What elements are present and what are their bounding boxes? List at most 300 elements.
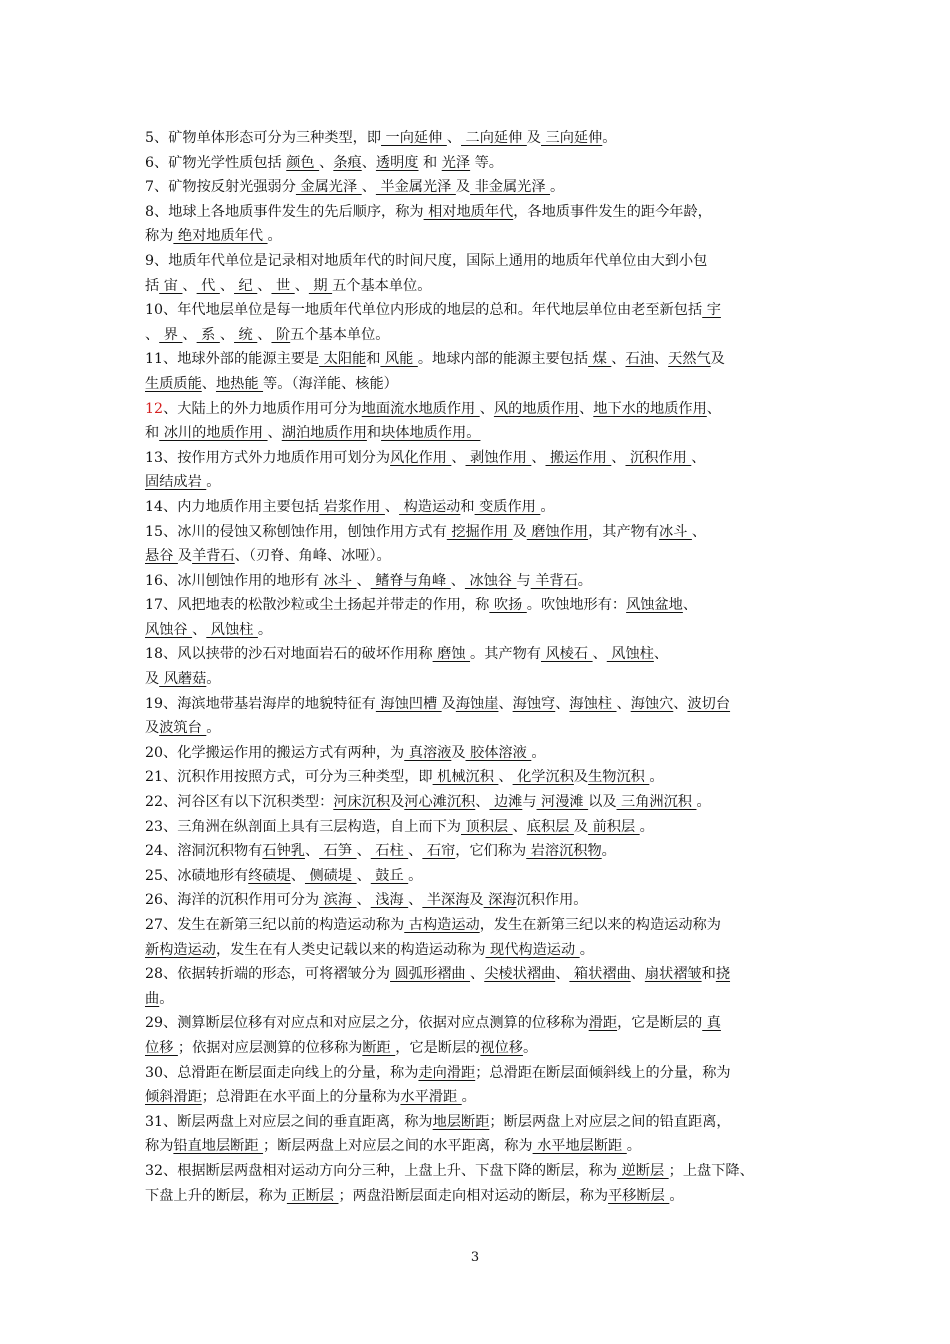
question-text: 。地球内部的能源主要包括 — [417, 351, 589, 368]
answer-blank: 纪 — [234, 277, 258, 294]
answer-blank: 变质作用 — [474, 498, 541, 515]
question-text: 25、冰碛地形有 — [145, 867, 249, 884]
answer-blank: 边滩 — [489, 794, 523, 811]
text-line — [145, 397, 810, 422]
question-text: 五个基本单位。 — [332, 277, 432, 294]
text-line — [145, 495, 810, 520]
answer-blank: 一向延伸 — [381, 130, 447, 146]
answer-blank: 海蚀凹槽 — [375, 695, 442, 712]
answer-blank: 冰斗 — [659, 523, 692, 540]
question-text: 、 — [475, 794, 490, 811]
answer-blank: 非金属光泽 — [470, 179, 551, 196]
text-line — [145, 839, 810, 864]
answer-blank: 鳍脊与角峰 — [370, 572, 451, 589]
question-text: 等。（海洋能、核能） — [263, 375, 398, 392]
answer-blank: 固结成岩 — [145, 474, 207, 491]
question-text: 。 — [531, 744, 546, 761]
question-text: ，它是断层的 — [395, 1039, 481, 1056]
answer-blank: 生质质能 — [145, 375, 202, 392]
answer-blank: 三角洲沉积 — [616, 794, 697, 811]
answer-blank: 太阳能 — [319, 351, 367, 368]
answer-blank: 绝对地质年代 — [173, 228, 268, 245]
question-text: 、 — [450, 572, 465, 589]
question-text: 、 — [356, 867, 371, 884]
answer-blank: 湖泊地质作用 — [281, 425, 367, 442]
question-text: 、 — [182, 277, 197, 294]
question-text: 下盘上升的断层，称为 — [145, 1187, 287, 1204]
answer-blank: 水平滑距 — [400, 1089, 462, 1106]
question-text: ；两盘沿断层面走向相对运动的断层，称为 — [338, 1187, 609, 1204]
answer-blank: 曲 — [145, 990, 160, 1007]
text-line — [145, 888, 810, 913]
text-line — [145, 520, 810, 545]
answer-blank: 天然气 — [668, 351, 711, 368]
answer-blank: 界 — [159, 326, 183, 343]
answer-blank: 滨海 — [319, 892, 357, 909]
answer-blank: 机械沉积 — [432, 769, 499, 786]
question-text: ，它是断层的 — [617, 1015, 703, 1032]
question-text: 及 — [526, 130, 541, 146]
question-text: 及 — [469, 892, 484, 909]
question-text: 23、三角洲在纵剖面上具有三层构造，自上而下为 — [145, 818, 461, 835]
text-line — [145, 175, 810, 200]
page-number: 3 — [470, 1250, 480, 1265]
answer-blank: 岩溶沉积物 — [526, 843, 602, 860]
answer-blank: 世 — [271, 277, 295, 294]
answer-blank: 风蚀谷 — [145, 621, 193, 638]
text-line — [145, 987, 810, 1012]
question-text: 。 — [206, 671, 221, 688]
question-text: 、 — [531, 449, 546, 466]
answer-blank: 胶体溶液 — [465, 744, 532, 761]
question-text: 、大陆上的外力地质作用可分为 — [163, 400, 362, 417]
answer-blank: 三向延伸 — [541, 130, 603, 146]
answer-blank: 河漫滩 — [536, 794, 589, 811]
answer-blank: 条痕 — [333, 154, 362, 171]
question-text: 14、内力地质作用主要包括 — [145, 498, 320, 515]
text-line — [145, 692, 810, 717]
question-text: 沉积作用。 — [516, 892, 588, 909]
text-line — [145, 642, 810, 667]
question-text: 。 — [602, 130, 617, 146]
text-line — [145, 126, 810, 151]
question-text: 。 — [267, 228, 282, 245]
question-text: 、 — [145, 326, 160, 343]
answer-blank: 块体地质作用。 — [381, 425, 481, 442]
question-text: 、 — [201, 375, 216, 392]
question-text: 21、沉积作用按照方式，可分为三种类型，即 — [145, 769, 433, 786]
text-line — [145, 864, 810, 889]
question-text: 。 — [522, 1039, 538, 1056]
answer-blank: 真 — [702, 1015, 721, 1032]
question-text: ；断层两盘上对应层之间的水平距离，称为 — [263, 1138, 533, 1155]
question-text: 11、地球外部的能源主要是 — [145, 351, 320, 368]
answer-blank: 搬运作用 — [545, 449, 612, 466]
text-line — [145, 298, 810, 323]
answer-blank: 现代构造运动 — [485, 941, 580, 958]
question-text: 27、发生在新第三纪以前的构造运动称为 — [145, 917, 405, 933]
answer-blank: 悬谷 — [145, 548, 178, 565]
question-text: 。 — [461, 1089, 476, 1106]
question-text: 及 — [710, 351, 725, 368]
question-text: 。 — [649, 769, 664, 786]
question-text: 、 — [219, 326, 235, 343]
answer-blank: 冰蚀谷 — [464, 572, 517, 589]
answer-blank: 半深海 — [422, 892, 470, 909]
answer-blank: 海蚀柱 — [569, 695, 617, 712]
answer-blank: 石柱 — [370, 843, 409, 860]
question-text: 和 — [418, 154, 442, 171]
question-text: 、 — [498, 769, 513, 786]
answer-blank: 海蚀穹 — [512, 695, 556, 712]
answer-blank: 冰斗 — [319, 572, 357, 589]
answer-blank: 二向延伸 — [461, 130, 527, 146]
question-text: ，各地质事件发生的距今年龄， — [513, 203, 712, 220]
answer-blank: 磨蚀 — [432, 646, 471, 663]
answer-blank: 侧碛堤 — [304, 867, 357, 884]
text-line — [145, 470, 810, 495]
question-text: 。 — [669, 1187, 684, 1204]
text-line — [145, 790, 810, 815]
text-line — [145, 1110, 810, 1135]
answer-blank: 磨蚀作用 — [526, 523, 589, 540]
question-text: 及 — [573, 818, 589, 835]
question-text: 。 — [206, 474, 221, 491]
answer-blank: 倾斜滑距 — [145, 1089, 202, 1106]
question-text: 、 — [267, 425, 282, 442]
answer-blank: 滑距 — [588, 1015, 618, 1032]
text-line — [145, 421, 810, 446]
answer-blank: 浅海 — [370, 892, 409, 909]
question-text: ；断层两盘上对应层之间的铅直距离， — [489, 1113, 731, 1130]
answer-blank: 宙 — [159, 277, 183, 294]
question-text: 、 — [384, 498, 400, 515]
answer-blank: 新构造运动 — [145, 941, 216, 958]
answer-blank: 铅直地层断距 — [173, 1138, 264, 1155]
answer-blank: 统 — [234, 326, 258, 343]
question-text: 。 — [408, 867, 423, 884]
text-line — [145, 347, 810, 372]
answer-blank: 地热能 — [215, 375, 264, 392]
question-text: 和 — [366, 351, 381, 368]
answer-blank: 石帘 — [422, 843, 456, 860]
question-text: 、 — [304, 843, 320, 860]
question-text: 括 — [145, 277, 160, 294]
question-text: 及 — [451, 744, 466, 761]
text-line — [145, 1159, 810, 1184]
text-line — [145, 200, 810, 225]
question-text: 称为 — [145, 228, 174, 245]
question-text: 22、河谷区有以下沉积类型： — [145, 794, 334, 811]
question-text: 29、测算断层位移有对应点和对应层之分，依据对应点测算的位移称为 — [145, 1015, 589, 1032]
answer-blank: 吹扬 — [489, 597, 527, 614]
answer-blank: 古构造运动 — [404, 917, 480, 933]
question-text: 及 — [145, 671, 160, 688]
question-text: 。 — [601, 843, 616, 860]
question-text: 、（刃脊、角峰、冰哑）。 — [234, 548, 391, 565]
text-line — [145, 1061, 810, 1086]
answer-blank: 真溶液 — [404, 744, 452, 761]
answer-blank: 透明度 — [375, 154, 419, 171]
text-line — [145, 815, 810, 840]
answer-blank: 终碛堤 — [248, 867, 291, 884]
question-text: 、 — [451, 449, 466, 466]
answer-blank: 箱状褶曲 — [569, 966, 631, 983]
question-text: 及 — [177, 548, 193, 565]
question-text: 20、化学搬运作用的搬运方式有两种，为 — [145, 744, 405, 761]
answer-blank: 颜色 — [286, 154, 320, 171]
question-text: 、 — [319, 154, 334, 171]
question-text: 8、地球上各地质事件发生的先后顺序，称为 — [145, 203, 424, 220]
question-text: 7、矿物按反射光强弱分 — [145, 179, 296, 196]
question-text: 。 — [577, 572, 592, 589]
answer-blank: 断距 — [362, 1039, 396, 1056]
question-text: 及 — [441, 695, 456, 712]
question-text: 6、矿物光学性质包括 — [145, 154, 287, 171]
question-text: 。 — [257, 621, 273, 638]
answer-blank: 前积层 — [588, 818, 640, 835]
answer-blank: 代 — [196, 277, 220, 294]
answer-blank: 化学沉积 — [512, 769, 574, 786]
question-text: 、 — [682, 597, 698, 614]
question-number: 12 — [145, 400, 164, 417]
text-line — [145, 618, 810, 643]
answer-blank: 深海 — [483, 892, 517, 909]
answer-blank: 剥蚀作用 — [465, 449, 532, 466]
question-text: 、 — [498, 695, 513, 712]
text-line — [145, 151, 810, 176]
answer-blank: 顶积层 — [461, 818, 513, 835]
question-text: 和 — [366, 425, 382, 442]
answer-blank: 海蚀穴 — [630, 695, 674, 712]
question-text: 、 — [555, 966, 570, 983]
answer-blank: 河床沉积 — [333, 794, 391, 811]
text-line — [145, 962, 810, 987]
question-text: 。吹蚀地形有： — [526, 597, 627, 614]
question-text: 26、海洋的沉积作用可分为 — [145, 892, 320, 909]
question-text: 。 — [626, 1138, 641, 1155]
answer-blank: 宇 — [702, 302, 721, 319]
question-text: 、 — [611, 351, 626, 368]
question-text: 与 — [522, 794, 537, 811]
question-text: 24、溶洞沉积物有 — [145, 843, 263, 860]
question-text: 、 — [361, 154, 376, 171]
question-text: 及 — [145, 720, 160, 737]
question-text: 、 — [691, 449, 706, 466]
question-text: 及 — [512, 523, 527, 540]
question-text: 15、冰川的侵蚀又称刨蚀作用，刨蚀作用方式有 — [145, 523, 447, 540]
answer-blank: 河心滩沉积 — [404, 794, 476, 811]
question-text: 、 — [691, 523, 707, 540]
text-line — [145, 274, 810, 299]
answer-blank: 系 — [196, 326, 220, 343]
answer-blank: 风化作用 — [390, 449, 452, 466]
question-text: 13、按作用方式外力地质作用可划分为 — [145, 449, 391, 466]
question-text: 17、风把地表的松散沙粒或尘土扬起并带走的作用，称 — [145, 597, 490, 614]
answer-blank: 风蚀盆地 — [626, 597, 683, 614]
text-line — [145, 323, 810, 348]
question-text: 、 — [512, 818, 527, 835]
answer-blank: 羊背石 — [192, 548, 235, 565]
document-body — [145, 126, 810, 1208]
question-text: 、 — [290, 867, 305, 884]
question-text: 和 — [701, 966, 716, 983]
answer-blank: 生物沉积 — [588, 769, 650, 786]
question-text: 以及 — [588, 794, 617, 811]
question-text: ，其产物有 — [588, 523, 660, 540]
question-text: ；依据对应层测算的位移称为 — [177, 1039, 363, 1056]
answer-blank: 风的地质作用 — [493, 400, 580, 417]
answer-blank: 波筑台 — [159, 720, 207, 737]
answer-blank: 石钟乳 — [262, 843, 305, 860]
question-text: 。 — [550, 179, 565, 196]
answer-blank: 风蚀柱 — [606, 646, 654, 663]
text-line — [145, 741, 810, 766]
question-text: 、 — [219, 277, 235, 294]
answer-blank: 平移断层 — [608, 1187, 670, 1204]
question-text: 及 — [573, 769, 589, 786]
question-text: 、 — [673, 695, 688, 712]
question-text: 、 — [479, 400, 494, 417]
answer-blank: 水平地层断距 — [532, 1138, 627, 1155]
question-text: 、 — [257, 277, 272, 294]
question-text: 、 — [630, 966, 645, 983]
question-text: 、 — [356, 843, 371, 860]
text-line — [145, 765, 810, 790]
answer-blank: 鼓丘 — [370, 867, 409, 884]
answer-blank: 海蚀崖 — [455, 695, 499, 712]
question-text: 称为 — [145, 1138, 174, 1155]
answer-blank: 风蚀柱 — [206, 621, 258, 638]
question-text: 、 — [408, 892, 423, 909]
answer-blank: 走向滑距 — [418, 1064, 476, 1081]
question-text: 五个基本单位。 — [290, 326, 390, 343]
question-text: 等。 — [470, 154, 503, 171]
question-text: ，它们称为 — [455, 843, 527, 860]
question-text: 。 — [540, 498, 555, 515]
text-line — [145, 544, 810, 569]
question-text: 、 — [182, 326, 197, 343]
text-line — [145, 593, 810, 618]
question-text: 。 — [579, 941, 594, 958]
answer-blank: 风蘑菇 — [159, 671, 207, 688]
question-text: 、 — [192, 621, 207, 638]
text-line — [145, 446, 810, 471]
answer-blank: 石笋 — [319, 843, 357, 860]
answer-blank: 挖掘作用 — [446, 523, 513, 540]
answer-blank: 扇状褶皱 — [644, 966, 702, 983]
question-text: 、 — [592, 646, 607, 663]
question-text: 和 — [460, 498, 475, 515]
answer-blank: 正断层 — [286, 1187, 339, 1204]
answer-blank: 构造运动 — [399, 498, 461, 515]
answer-blank: 地下水的地质作用 — [593, 400, 707, 417]
question-text: 、 — [257, 326, 272, 343]
question-text: 19、海滨地带基岩海岸的地貌特征有 — [145, 695, 376, 712]
question-text: 及 — [390, 794, 405, 811]
question-text: 31、断层两盘上对应层之间的垂直距离，称为 — [145, 1113, 433, 1130]
answer-blank: 冰川的地质作用 — [159, 425, 268, 442]
question-text: 、 — [579, 400, 594, 417]
question-text: 、 — [470, 966, 485, 983]
question-text: 、 — [294, 277, 309, 294]
text-line — [145, 224, 810, 249]
answer-blank: 圆弧形褶曲 — [390, 966, 471, 983]
answer-blank: 相对地质年代 — [423, 203, 514, 220]
question-text: 和 — [145, 425, 160, 442]
text-line — [145, 249, 810, 274]
answer-blank: 地面流水地质作用 — [361, 400, 480, 417]
text-line — [145, 1011, 810, 1036]
answer-blank: 地层断距 — [432, 1113, 490, 1130]
question-text: 、 — [361, 179, 376, 196]
question-text: 。其产物有 — [470, 646, 541, 663]
question-text: 、 — [616, 695, 631, 712]
text-line — [145, 1184, 810, 1209]
answer-blank: 波切台 — [687, 695, 731, 712]
answer-blank: 沉积作用 — [625, 449, 692, 466]
question-text: 32、根据断层两盘相对运动方向分三种，上盘上升、下盘下降的断层，称为 — [145, 1162, 618, 1179]
text-line — [145, 667, 810, 692]
question-text: 及 — [455, 179, 471, 196]
answer-blank: 煤 — [588, 351, 612, 368]
question-text: 。 — [159, 990, 174, 1007]
question-text: 、 — [706, 400, 721, 417]
question-text: 、 — [356, 892, 371, 909]
question-text: 、 — [356, 572, 371, 589]
question-text: 28、依据转折端的形态，可将褶皱分为 — [145, 966, 391, 983]
answer-blank: 阶 — [271, 326, 291, 343]
answer-blank: 视位移 — [480, 1039, 523, 1056]
question-text: ，发生在有人类史记载以来的构造运动称为 — [215, 941, 486, 958]
answer-blank: 风能 — [380, 351, 418, 368]
question-text: ；总滑距在断层面倾斜线上的分量，称为 — [475, 1064, 731, 1081]
question-text: 30、总滑距在断层面走向线上的分量，称为 — [145, 1064, 419, 1081]
answer-blank: 位移 — [145, 1039, 178, 1056]
answer-blank: 底积层 — [526, 818, 574, 835]
question-text: 、 — [555, 695, 570, 712]
text-line — [145, 913, 810, 938]
answer-blank: 挠 — [715, 966, 731, 983]
question-text: 、 — [653, 351, 669, 368]
question-text: 、 — [653, 646, 669, 663]
text-line — [145, 372, 810, 397]
question-text: ；总滑距在水平面上的分量称为 — [201, 1089, 401, 1106]
answer-blank: 金属光泽 — [295, 179, 362, 196]
question-text: ；上盘下降、 — [668, 1162, 754, 1179]
answer-blank: 石油 — [625, 351, 654, 368]
question-text: 。 — [696, 794, 711, 811]
question-text: 。 — [206, 720, 221, 737]
text-line — [145, 1134, 810, 1159]
question-text: 9、地质年代单位是记录相对地质年代的时间尺度，国际上通用的地质年代单位由大到小包 — [145, 252, 708, 269]
question-text: 10、年代地层单位是每一地质年代单位内形成的地层的总和。年代地层单位由老至新包括 — [145, 302, 703, 319]
question-text: 与 — [516, 572, 531, 589]
question-text: 、 — [408, 843, 423, 860]
text-line — [145, 569, 810, 594]
question-text: 。 — [639, 818, 654, 835]
question-text: 、 — [611, 449, 626, 466]
question-text: 5、矿物单体形态可分为三种类型，即 — [145, 130, 382, 146]
question-text: 18、风以挟带的沙石对地面岩石的破坏作用称 — [145, 646, 433, 663]
question-text: 16、冰川刨蚀作用的地形有 — [145, 572, 320, 589]
answer-blank: 半金属光泽 — [375, 179, 456, 196]
answer-blank: 光泽 — [441, 154, 471, 171]
text-line — [145, 1085, 810, 1110]
answer-blank: 羊背石 — [530, 572, 578, 589]
text-line — [145, 1036, 810, 1061]
question-text: 、 — [446, 130, 462, 146]
